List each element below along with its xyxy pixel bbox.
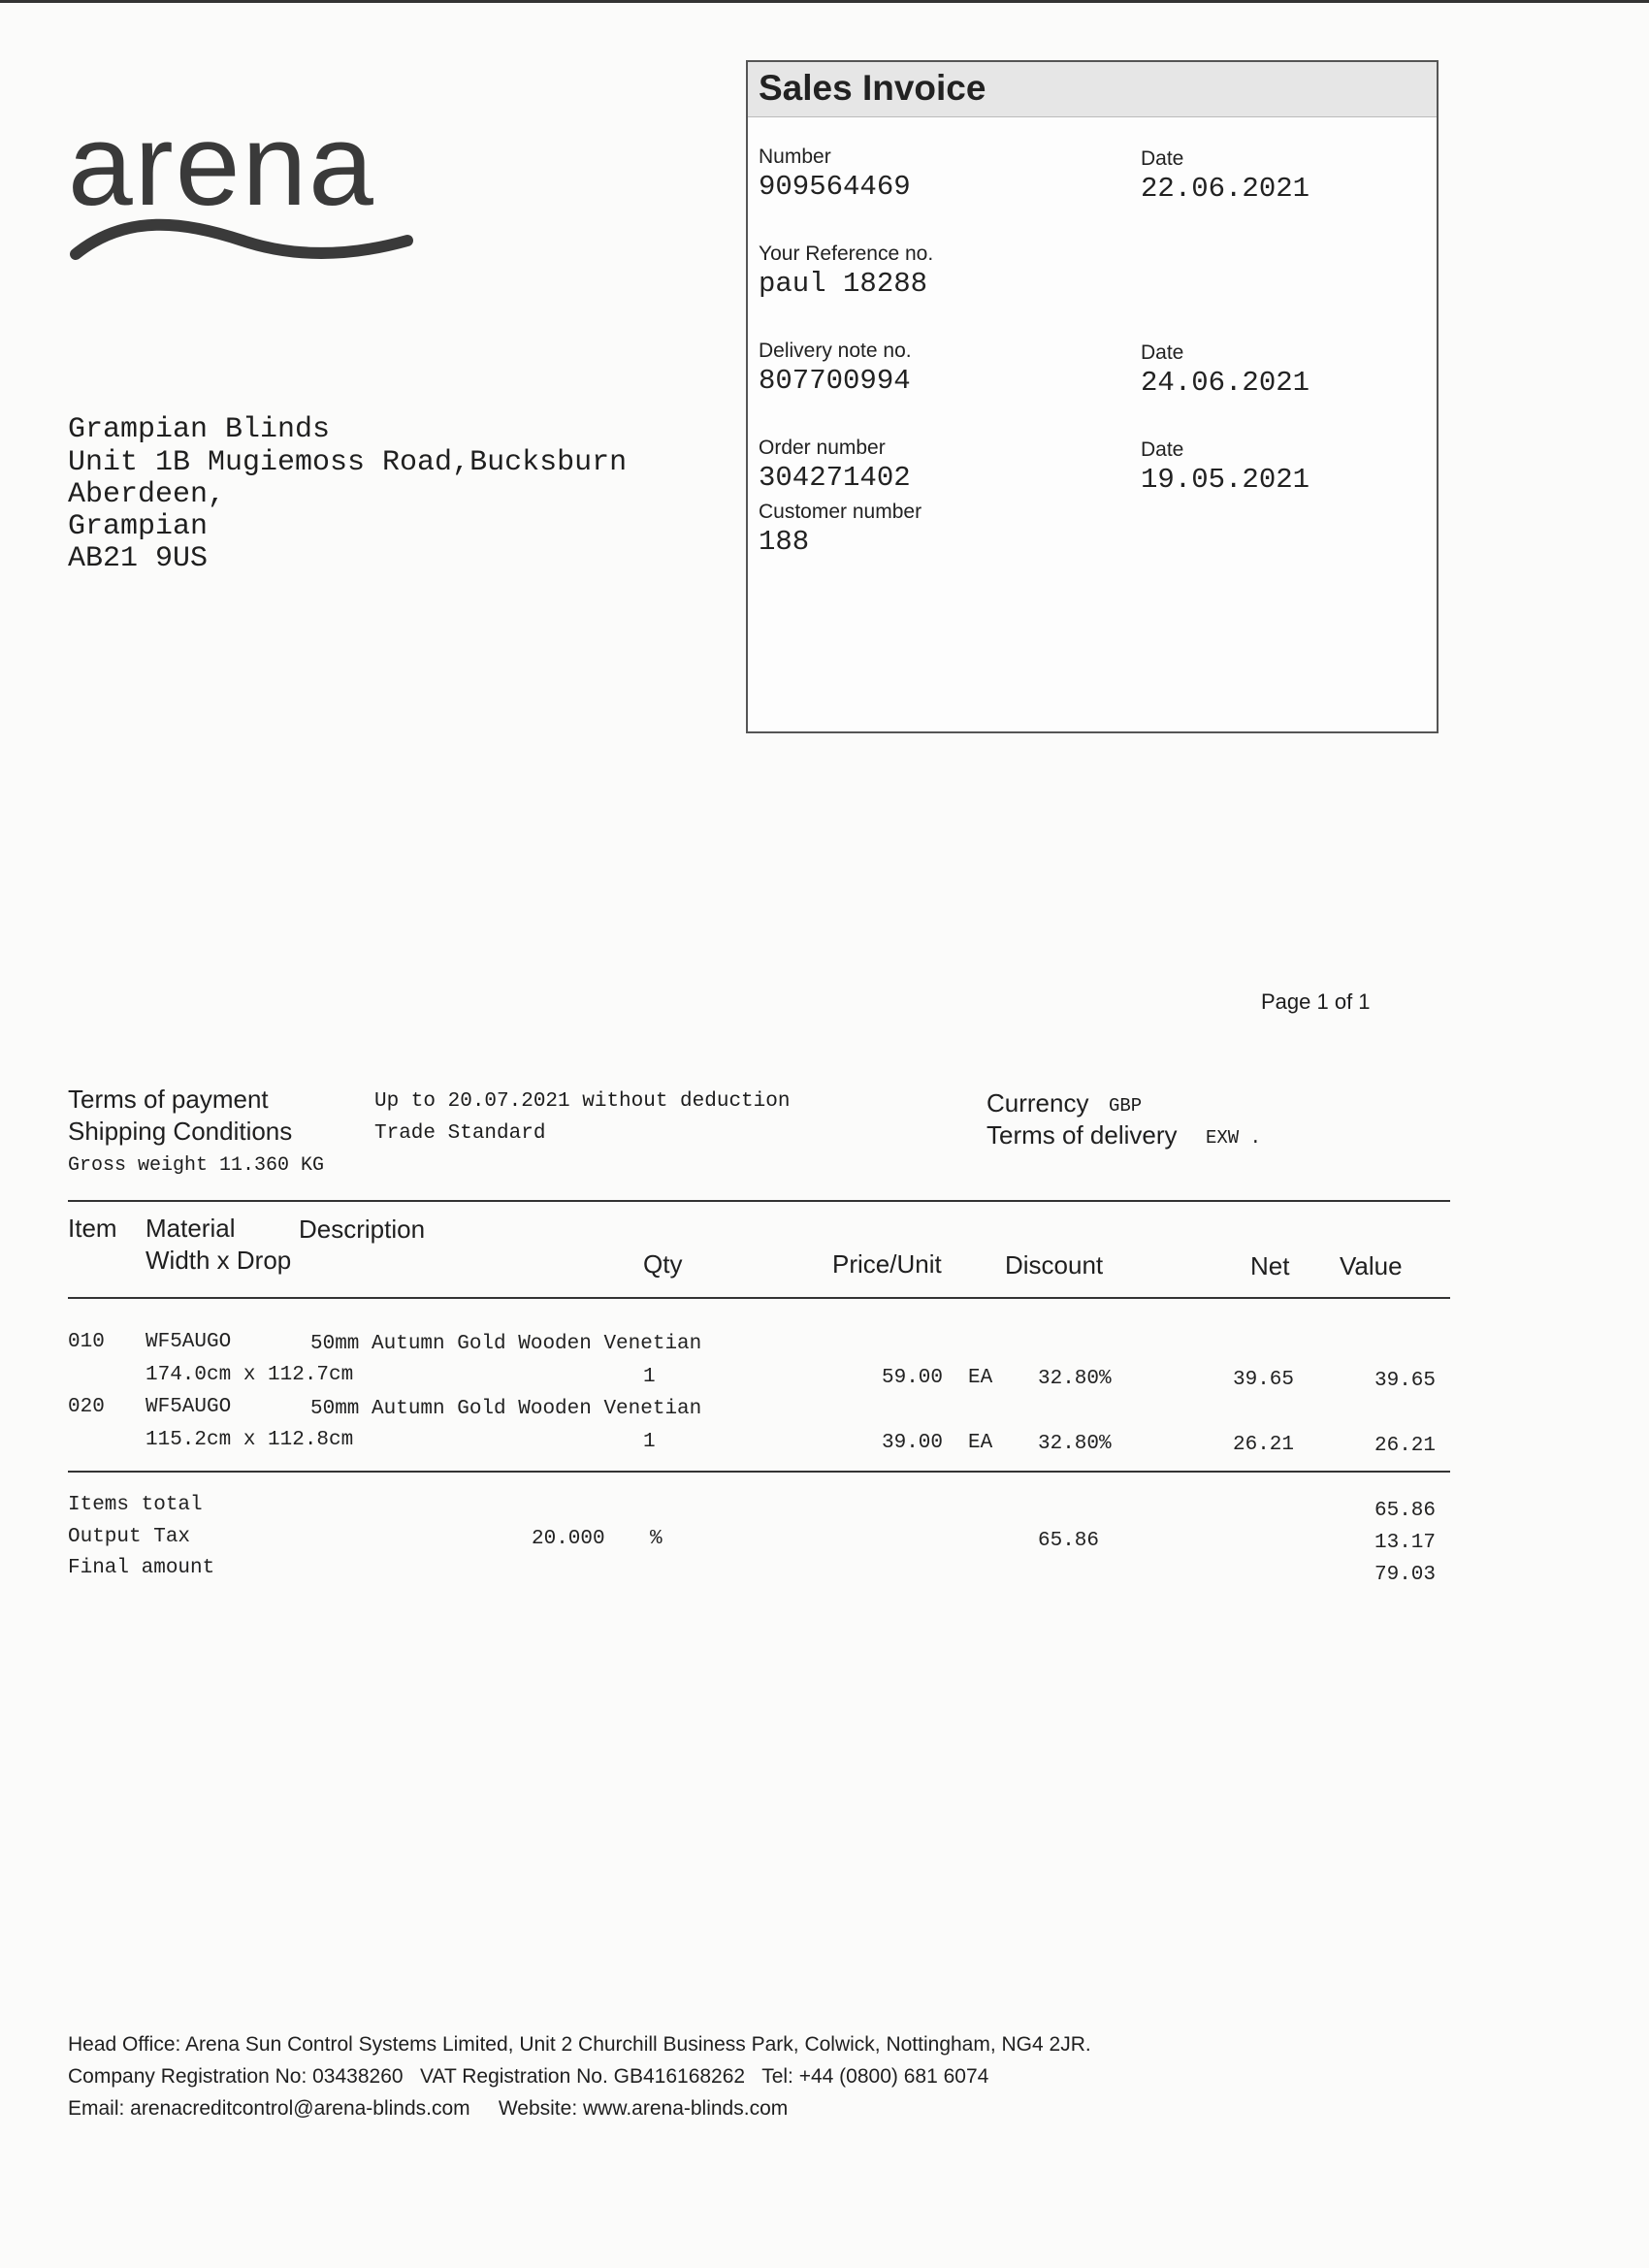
tax-rate: 20.000 [532, 1528, 605, 1550]
currency-label: Currency [986, 1088, 1089, 1118]
reference-value: paul 18288 [759, 268, 928, 300]
delivery-date: 24.06.2021 [1141, 367, 1310, 399]
col-header-width-drop: Width x Drop [146, 1246, 292, 1275]
page-number: Page 1 of 1 [1261, 989, 1371, 1014]
recipient-city: Aberdeen, [68, 478, 226, 511]
footer-registration: Company Registration No: 03438260 VAT Registration No. GB416168262 Tel: +44 (0800) 681 6074 [68, 2065, 989, 2088]
table-top-rule [68, 1200, 1450, 1202]
row-size: 174.0cm x 112.7cm [146, 1364, 354, 1386]
table-bottom-rule [68, 1471, 1450, 1473]
invoice-header-bar [748, 62, 1437, 117]
final-amount-label: Final amount [68, 1557, 215, 1579]
col-header-qty: Qty [643, 1249, 683, 1279]
invoice-number-label: Number [759, 146, 831, 168]
row-price: 59.00 [881, 1367, 943, 1389]
col-header-description: Description [299, 1215, 426, 1244]
row-qty: 1 [643, 1366, 656, 1388]
arena-logo [68, 100, 417, 272]
logo-swoosh-icon [68, 204, 417, 272]
customer-number-label: Customer number [759, 501, 922, 523]
delivery-note-value: 807700994 [759, 365, 911, 397]
page-top-edge [0, 0, 1649, 3]
col-header-material: Material [146, 1214, 236, 1243]
row-unit: EA [968, 1367, 993, 1389]
col-header-net: Net [1250, 1251, 1290, 1280]
invoice-details-box [746, 60, 1439, 733]
order-number-label: Order number [759, 437, 886, 459]
invoice-number: 909564469 [759, 171, 911, 203]
delivery-date-label: Date [1141, 341, 1184, 364]
gross-weight: Gross weight 11.360 KG [68, 1154, 325, 1177]
col-header-value: Value [1340, 1251, 1403, 1280]
row-description: 50mm Autumn Gold Wooden Venetian [310, 1333, 702, 1355]
recipient-name: Grampian Blinds [68, 413, 331, 446]
row-qty: 1 [643, 1431, 656, 1453]
currency-value: GBP [1109, 1095, 1143, 1117]
invoice-date-label: Date [1141, 147, 1184, 170]
terms-of-delivery-value: EXW . [1206, 1127, 1262, 1149]
tax-value: 13.17 [1374, 1532, 1436, 1554]
invoice-title: Sales Invoice [759, 68, 986, 108]
items-total-value: 65.86 [1374, 1500, 1436, 1522]
final-amount-value: 79.03 [1374, 1564, 1436, 1586]
items-total-label: Items total [68, 1494, 203, 1516]
row-item: 010 [68, 1331, 105, 1353]
row-discount: 32.80% [1038, 1368, 1112, 1390]
recipient-postcode: AB21 9US [68, 542, 209, 575]
row-item: 020 [68, 1396, 105, 1418]
footer-head-office: Head Office: Arena Sun Control Systems Limited, Unit 2 Churchill Business Park, Colwick, Nottingham, NG4 2JR. [68, 2033, 1091, 2056]
row-size: 115.2cm x 112.8cm [146, 1429, 354, 1451]
terms-of-payment-value: Up to 20.07.2021 without deduction [374, 1090, 791, 1113]
terms-of-payment-label: Terms of payment [68, 1085, 269, 1114]
recipient-region: Grampian [68, 510, 209, 543]
footer-contact: Email: arenacreditcontrol@arena-blinds.com Website: www.arena-blinds.com [68, 2097, 789, 2120]
col-header-price-unit: Price/Unit [832, 1249, 942, 1279]
row-description: 50mm Autumn Gold Wooden Venetian [310, 1398, 702, 1420]
shipping-conditions-value: Trade Standard [374, 1122, 546, 1145]
order-date-label: Date [1141, 438, 1184, 461]
tax-percent-sign: % [650, 1528, 663, 1550]
table-header-rule [68, 1297, 1450, 1299]
row-unit: EA [968, 1432, 993, 1454]
delivery-note-label: Delivery note no. [759, 340, 912, 362]
col-header-discount: Discount [1005, 1250, 1104, 1280]
row-net: 26.21 [1232, 1434, 1294, 1456]
logo-wordmark: arena [68, 100, 375, 230]
customer-number: 188 [759, 526, 810, 558]
row-discount: 32.80% [1038, 1433, 1112, 1455]
col-header-item: Item [68, 1214, 117, 1243]
row-material: WF5AUGO [146, 1331, 232, 1353]
invoice-date: 22.06.2021 [1141, 173, 1310, 205]
terms-of-delivery-label: Terms of delivery [986, 1120, 1178, 1150]
shipping-conditions-label: Shipping Conditions [68, 1117, 293, 1146]
tax-base: 65.86 [1038, 1530, 1100, 1552]
order-date: 19.05.2021 [1141, 464, 1310, 496]
row-net: 39.65 [1232, 1369, 1294, 1391]
row-value: 26.21 [1374, 1435, 1436, 1457]
output-tax-label: Output Tax [68, 1526, 191, 1548]
recipient-street: Unit 1B Mugiemoss Road,Bucksburn [68, 446, 628, 479]
order-number: 304271402 [759, 462, 911, 494]
reference-label: Your Reference no. [759, 243, 934, 265]
row-material: WF5AUGO [146, 1396, 232, 1418]
row-price: 39.00 [881, 1432, 943, 1454]
row-value: 39.65 [1374, 1370, 1436, 1392]
